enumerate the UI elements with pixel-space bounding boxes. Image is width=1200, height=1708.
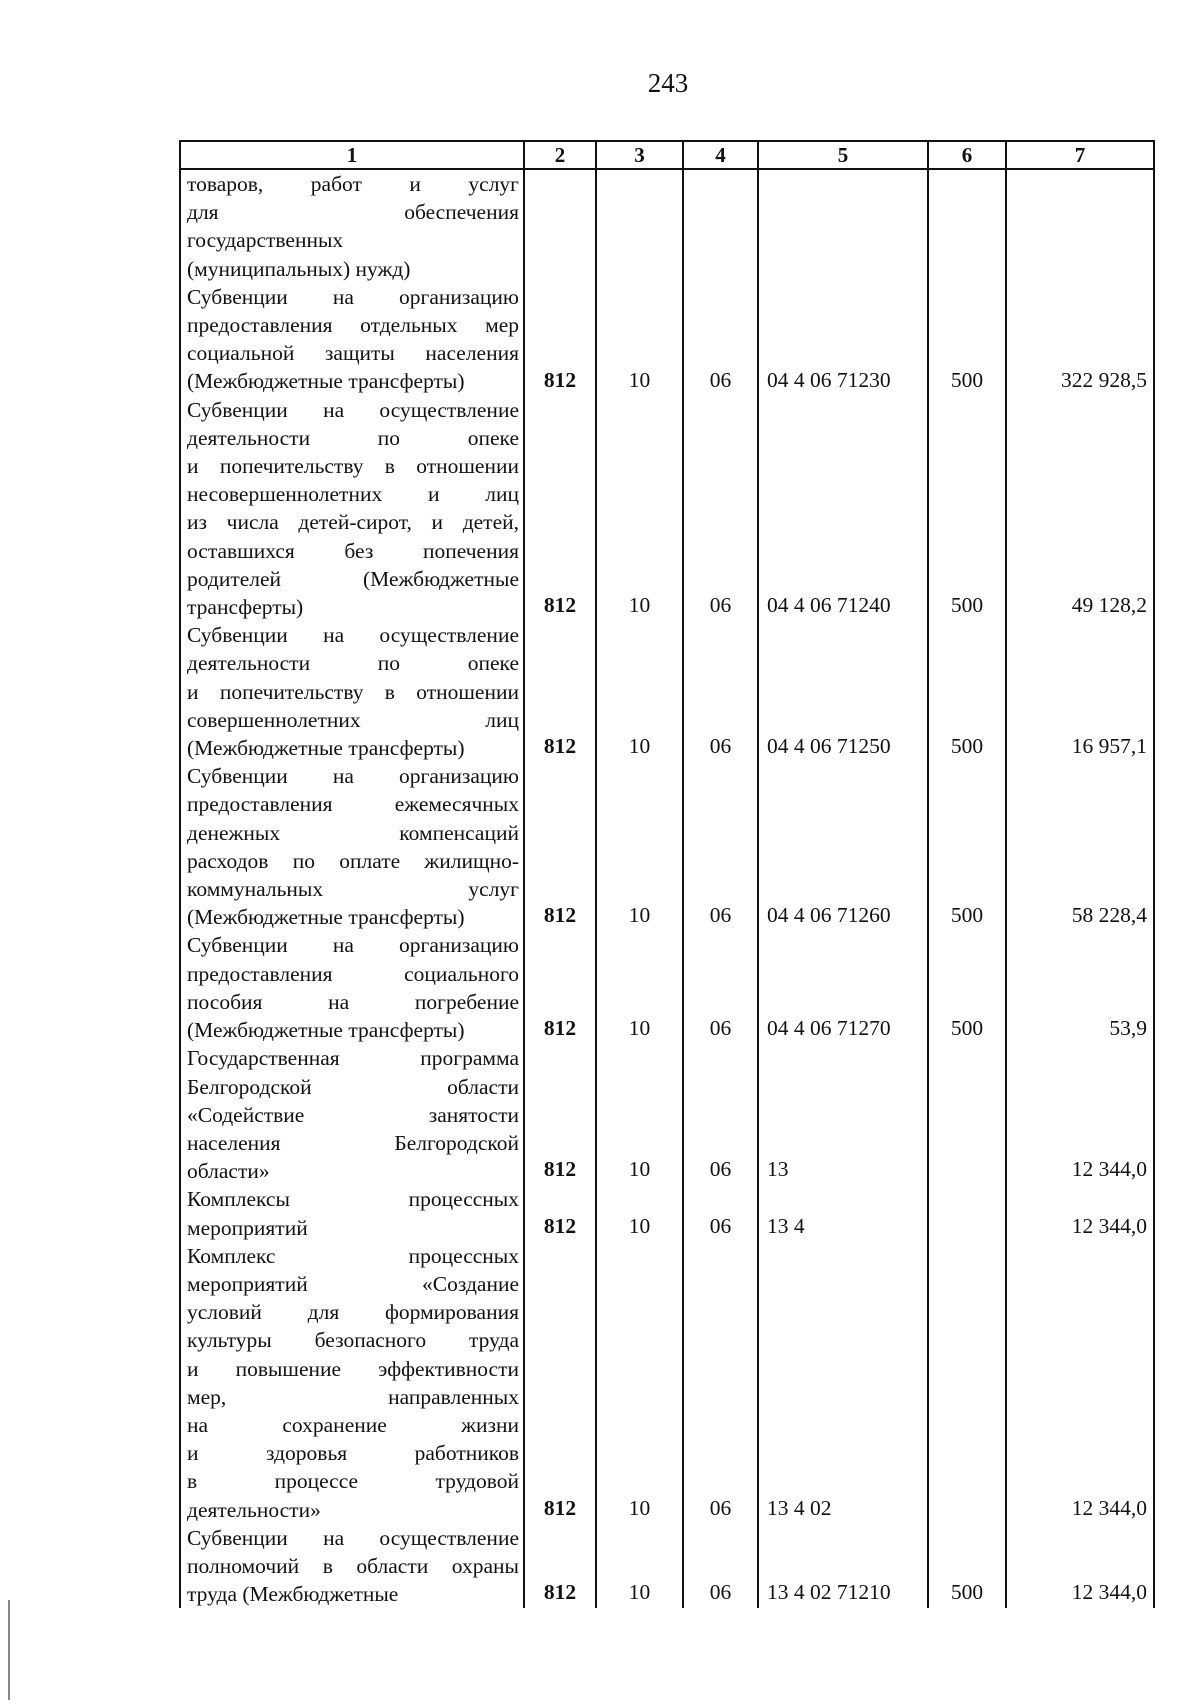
description-line: деятельности» [187,1497,321,1522]
cell-subsection: 06 [683,396,758,622]
scan-edge-mark [8,1600,10,1700]
cell-expense-type: 500 [928,762,1006,931]
description-line: из числа детей-сирот, и детей, [187,510,519,535]
description-line: условий для формирования [187,1300,519,1325]
cell-subsection: 06 [683,1524,758,1609]
cell-section: 10 [596,1044,683,1185]
description-line: мероприятий «Создание [187,1271,519,1296]
cell-expense-type [928,1044,1006,1185]
budget-table-container [179,140,1153,1608]
description-line: труда (Межбюджетные [187,1582,399,1607]
cell-grbs: 812 [524,1044,596,1185]
cell-amount: 16 957,1 [1006,621,1154,762]
cell-subsection: 06 [683,283,758,396]
description-line: Субвенции на осуществление [187,397,519,422]
description-line: мер, направленных [187,1384,519,1409]
header-col-7: 7 [1006,141,1154,169]
cell-subsection: 06 [683,1242,758,1524]
table-row [180,762,1154,931]
description-line: товаров, работ и услуг [187,172,519,196]
description-line: Субвенции на организацию [187,933,519,958]
table-row [180,396,1154,622]
cell-grbs: 812 [524,1185,596,1241]
cell-section: 10 [596,1185,683,1241]
cell-grbs [524,169,596,283]
header-col-2: 2 [524,141,596,169]
description-line: Комплексы процессных [187,1187,519,1212]
cell-section: 10 [596,396,683,622]
description-line: государственных [187,228,344,253]
description-line: Субвенции на организацию [187,284,519,309]
cell-target-article: 04 4 06 71230 [758,283,928,396]
cell-target-article: 13 4 [758,1185,928,1241]
cell-description [180,1524,524,1609]
table-row [180,621,1154,762]
cell-description [180,169,524,283]
description-line: для обеспечения [187,200,519,225]
cell-expense-type: 500 [928,283,1006,396]
cell-subsection: 06 [683,621,758,762]
cell-grbs: 812 [524,1242,596,1524]
table-row [180,1524,1154,1609]
description-line: социальной защиты населения [187,341,519,366]
cell-section: 10 [596,931,683,1044]
cell-grbs: 812 [524,621,596,762]
description-line: предоставления ежемесячных [187,792,519,817]
description-line: родителей (Межбюджетные [187,566,519,591]
description-line: (муниципальных) нужд) [187,256,411,281]
cell-section: 10 [596,283,683,396]
cell-description [180,1044,524,1185]
cell-grbs: 812 [524,283,596,396]
table-row [180,169,1154,283]
header-col-4: 4 [683,141,758,169]
description-line: несовершеннолетних и лиц [187,482,519,507]
description-line: Субвенции на организацию [187,764,519,789]
page-number: 243 [647,68,689,98]
header-col-1: 1 [180,141,524,169]
description-line: мероприятий [187,1215,308,1240]
cell-amount [1006,169,1154,283]
description-line: на сохранение жизни [187,1412,519,1437]
description-line: и попечительству в отношении [187,454,519,479]
description-line: коммунальных услуг [187,877,519,902]
description-line: Белгородской области [187,1074,519,1099]
table-row [180,1185,1154,1241]
description-line: предоставления отдельных мер [187,313,519,338]
cell-section: 10 [596,1242,683,1524]
cell-expense-type [928,1242,1006,1524]
description-line: Субвенции на осуществление [187,623,519,648]
description-line: пособия на погребение [187,989,519,1014]
description-line: культуры безопасного труда [187,1328,519,1353]
cell-expense-type: 500 [928,931,1006,1044]
cell-description [180,396,524,622]
cell-description [180,283,524,396]
description-line: (Межбюджетные трансферты) [187,1018,465,1043]
cell-target-article [758,169,928,283]
cell-section [596,169,683,283]
description-line: Субвенции на осуществление [187,1525,519,1550]
header-col-6: 6 [928,141,1006,169]
cell-section: 10 [596,621,683,762]
cell-grbs: 812 [524,396,596,622]
description-line: деятельности по опеке [187,651,519,676]
cell-grbs: 812 [524,931,596,1044]
table-row [180,1044,1154,1185]
cell-target-article: 13 4 02 [758,1242,928,1524]
cell-description [180,1185,524,1241]
cell-amount: 53,9 [1006,931,1154,1044]
description-line: «Содействие занятости [187,1102,519,1127]
table-row [180,931,1154,1044]
description-line: Государственная программа [187,1046,519,1071]
cell-subsection [683,169,758,283]
description-line: населения Белгородской [187,1130,519,1155]
cell-subsection: 06 [683,931,758,1044]
cell-amount: 12 344,0 [1006,1185,1154,1241]
description-line: и повышение эффективности [187,1356,519,1381]
cell-section: 10 [596,1524,683,1609]
description-line: (Межбюджетные трансферты) [187,736,465,761]
cell-expense-type: 500 [928,396,1006,622]
budget-table [179,140,1155,1608]
cell-expense-type: 500 [928,621,1006,762]
description-line: и здоровья работников [187,1441,519,1466]
cell-grbs: 812 [524,1524,596,1609]
cell-target-article: 04 4 06 71270 [758,931,928,1044]
description-line: трансферты) [187,595,304,620]
cell-amount: 322 928,5 [1006,283,1154,396]
description-line: деятельности по опеке [187,425,519,450]
cell-target-article: 13 [758,1044,928,1185]
cell-amount: 12 344,0 [1006,1524,1154,1609]
cell-expense-type [928,169,1006,283]
header-col-5: 5 [758,141,928,169]
cell-section: 10 [596,762,683,931]
description-line: (Межбюджетные трансферты) [187,905,465,930]
cell-grbs: 812 [524,762,596,931]
cell-description [180,762,524,931]
cell-description [180,1242,524,1524]
description-line: (Межбюджетные трансферты) [187,369,465,394]
cell-expense-type [928,1185,1006,1241]
description-line: и попечительству в отношении [187,679,519,704]
table-body [180,169,1154,1608]
cell-subsection: 06 [683,1185,758,1241]
cell-amount: 12 344,0 [1006,1044,1154,1185]
description-line: денежных компенсаций [187,820,519,845]
description-line: полномочий в области охраны [187,1553,519,1578]
description-line: Комплекс процессных [187,1243,519,1268]
description-line: предоставления социального [187,961,519,986]
cell-amount: 12 344,0 [1006,1242,1154,1524]
cell-expense-type: 500 [928,1524,1006,1609]
description-line: совершеннолетних лиц [187,707,519,732]
cell-target-article: 04 4 06 71260 [758,762,928,931]
cell-subsection: 06 [683,1044,758,1185]
cell-subsection: 06 [683,762,758,931]
description-line: оставшихся без попечения [187,538,519,563]
cell-description [180,621,524,762]
table-row [180,283,1154,396]
table-row [180,1242,1154,1524]
description-line: в процессе трудовой [187,1469,519,1494]
cell-target-article: 04 4 06 71250 [758,621,928,762]
cell-amount: 49 128,2 [1006,396,1154,622]
cell-description [180,931,524,1044]
cell-amount: 58 228,4 [1006,762,1154,931]
cell-target-article: 13 4 02 71210 [758,1524,928,1609]
cell-target-article: 04 4 06 71240 [758,396,928,622]
header-col-3: 3 [596,141,683,169]
description-line: расходов по оплате жилищно- [187,848,519,873]
header-row [180,141,1154,169]
description-line: области» [187,1159,270,1184]
